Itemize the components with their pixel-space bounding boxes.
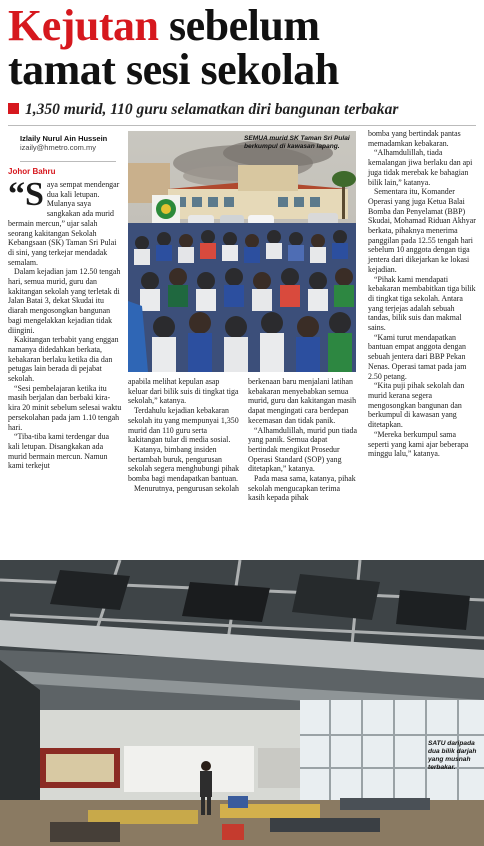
article-paragraph: apabila melihat kepulan asap keluar dari bilik suis di tingkat tiga sekolah,” katanya. [128,377,239,406]
dateline-place: Johor Bahru [8,167,56,176]
article-paragraph: “Alhamdulillah, murid pun tiada yang panik. Semua dapat bertindak mengikut Prosedur Operasi Standard (SOP) yang ditetapkan,” katanya. [248,425,357,474]
article-paragraph: berkenaan baru menjalani latihan kebakaran menyebabkan semua murid, guru dan kakitangan masih dapat mengingati cara berdepan kecemasan dan tidak panik. [248,377,357,425]
article-paragraph: Menurutnya, pengurusan sekolah [134,483,239,493]
author-name: Izlaily Nurul Ain Hussein [20,134,108,143]
headline-line-2: tamat sesi sekolah [8,45,339,94]
article-paragraph: bomba yang bertindak pantas memadamkan kebakaran. [368,129,461,148]
photo-caption: SATU daripada dua bilik darjah yang musnah terbakar. [428,740,477,771]
drop-cap: “S [8,176,44,213]
students-assembly-illustration [128,131,356,372]
byline [20,134,120,152]
article-paragraph: “Alhamdulillah, tiada kemalangan jiwa berlaku dan api juga tidak merebak ke bahagian bilik lain,” katanya. [368,148,473,187]
article-paragraph: “Pihak kami mendapati kebakaran membabitkan tiga bilik di tingkat tiga sekolah. Antara yang terjejas adalah sebuah tandas, bilik suis dan makmal sains. [368,274,476,333]
article-column-2 [128,377,240,493]
article-paragraph [8,176,122,267]
divider [8,125,476,126]
article-paragraph: Dalam kejadian jam 12.50 tengah hari, semua murid, guru dan kakitangan sekolah yang terletak di Jalan Batai 3, dekat Skudai itu diarah mengosongkan bangunan bagi mengelakkan kejadian tidak diingini. [8,267,121,335]
photo-caption: SEMUA murid SK Taman Sri Pulai berkumpul di kawasan lapang. [244,135,350,150]
headline-red-word: Kejutan [8,1,159,50]
article-paragraph: “Tiba-tiba kami terdengar dua kali letupan. Disangkakan ada murid bermain mercun. Namun kami terkejut [8,432,110,471]
burnt-classroom-illustration [0,560,484,846]
article-column-3 [248,377,358,503]
author-email: izaily@hmetro.com.my [20,143,96,152]
headline [8,1,478,94]
divider [20,161,116,162]
article-paragraph: Sementara itu, Komander Operasi yang juga Ketua Balai Bomba dan Penyelamat (BBP) Skudai, Mohamad Riduan Akhyar berkata, pihaknya menerima panggilan pada 12.55 tengah hari sebelum 10 anggota dengan tiga jentera dari dikejarkan ke lokasi kejadian. [368,187,476,274]
subheadline-text: 1,350 murid, 110 guru selamatkan diri bangunan terbakar [25,101,399,118]
article-column-1 [8,176,122,471]
article-paragraph: Terdahulu kejadian kebakaran sekolah itu yang mempunyai 1,350 murid dan 110 guru serta kakitangan tular di media sosial. [128,406,239,445]
article-paragraph: Katanya, bimbang insiden bertambah buruk, pengurusan sekolah segera menghubungi pihak bomba bagi mendapatkan bantuan. [128,444,240,484]
article-paragraph: Pada masa sama, katanya, pihak sekolah mengucapkan terima kasih kepada pihak [248,474,356,503]
headline-line-1 [8,1,478,50]
article-paragraph: “Kita puji pihak sekolah dan murid kerana segera mengosongkan bangunan dan berkumpul di kawasan yang ditetapkan. [368,381,465,430]
headline-rest: sebelum [158,1,320,50]
article-text: aya sempat mendengar dua kali letupan. Mulanya saya sangkakan ada murid bermain mercun,” ujar salah seorang kakitangan Sekolah Kebangsaan (SK) Taman Sri Pulai di sini, yang terkejar mendadak semalam. [8,180,120,267]
students-assembly-photo [128,131,356,372]
article-paragraph: Kakitangan terbabit yang enggan namanya didedahkan berkata, kebakaran berlaku ketika dia dan petugas lain berada di pejabat sekolah. [8,335,119,384]
article-column-4 [368,129,478,459]
article-paragraph: “Kami turut mendapatkan bantuan empat anggota dengan sebuah jentera dari BBP Pekan Nenas. Operasi tamat pada jam 2.50 petang. [368,332,467,381]
subheadline [8,101,478,119]
red-square-bullet-icon [8,103,19,114]
article-paragraph: “Mereka berkumpul sama seperti yang kami ajar beberapa minggu lalu,” katanya. [368,429,469,459]
burnt-classroom-photo [0,560,484,846]
article-paragraph: “Sesi pembelajaran ketika itu masih berjalan dan berbaki kira-kira 20 minit sebelum selesai waktu persekolahan pada jam 1.10 tengah hari. [8,383,122,432]
